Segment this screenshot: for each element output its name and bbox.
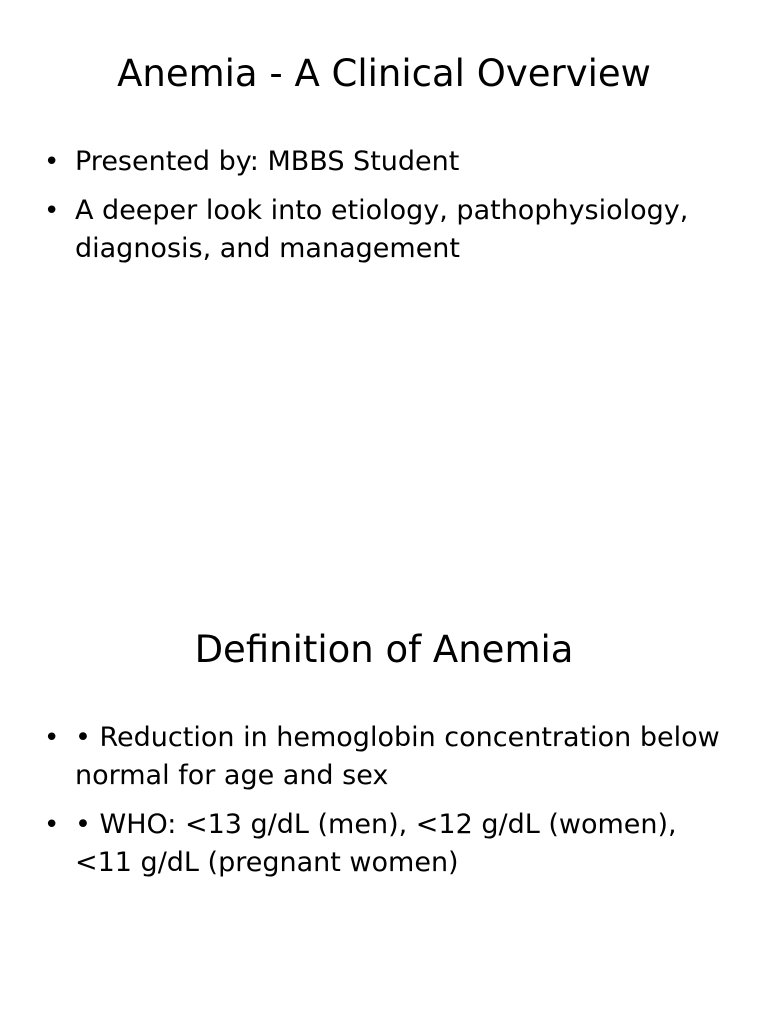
slide-2 <box>0 576 768 1024</box>
bullet-dot-icon: • <box>44 196 60 226</box>
bullet-dot-icon: • <box>44 147 60 177</box>
bullet-dot-icon: • <box>44 723 60 753</box>
bullet-text: • WHO: <13 g/dL (men), <12 g/dL (women), <11 g/dL (pregnant women) <box>75 809 677 878</box>
bullet-item <box>0 192 768 268</box>
bullet-text: • Reduction in hemoglobin concentration below normal for age and sex <box>75 722 720 791</box>
bullet-list <box>0 719 768 893</box>
slide-title: Definition of Anemia <box>194 628 574 671</box>
bullet-text: Presented by: MBBS Student <box>75 146 460 177</box>
bullet-list <box>0 143 768 279</box>
slide-title: Anemia - A Clinical Overview <box>117 52 651 95</box>
bullet-dot-icon: • <box>44 810 60 840</box>
bullet-item <box>0 143 768 181</box>
bullet-text: A deeper look into etiology, pathophysiology, diagnosis, and management <box>75 195 689 264</box>
bullet-item <box>0 719 768 795</box>
bullet-item <box>0 806 768 882</box>
